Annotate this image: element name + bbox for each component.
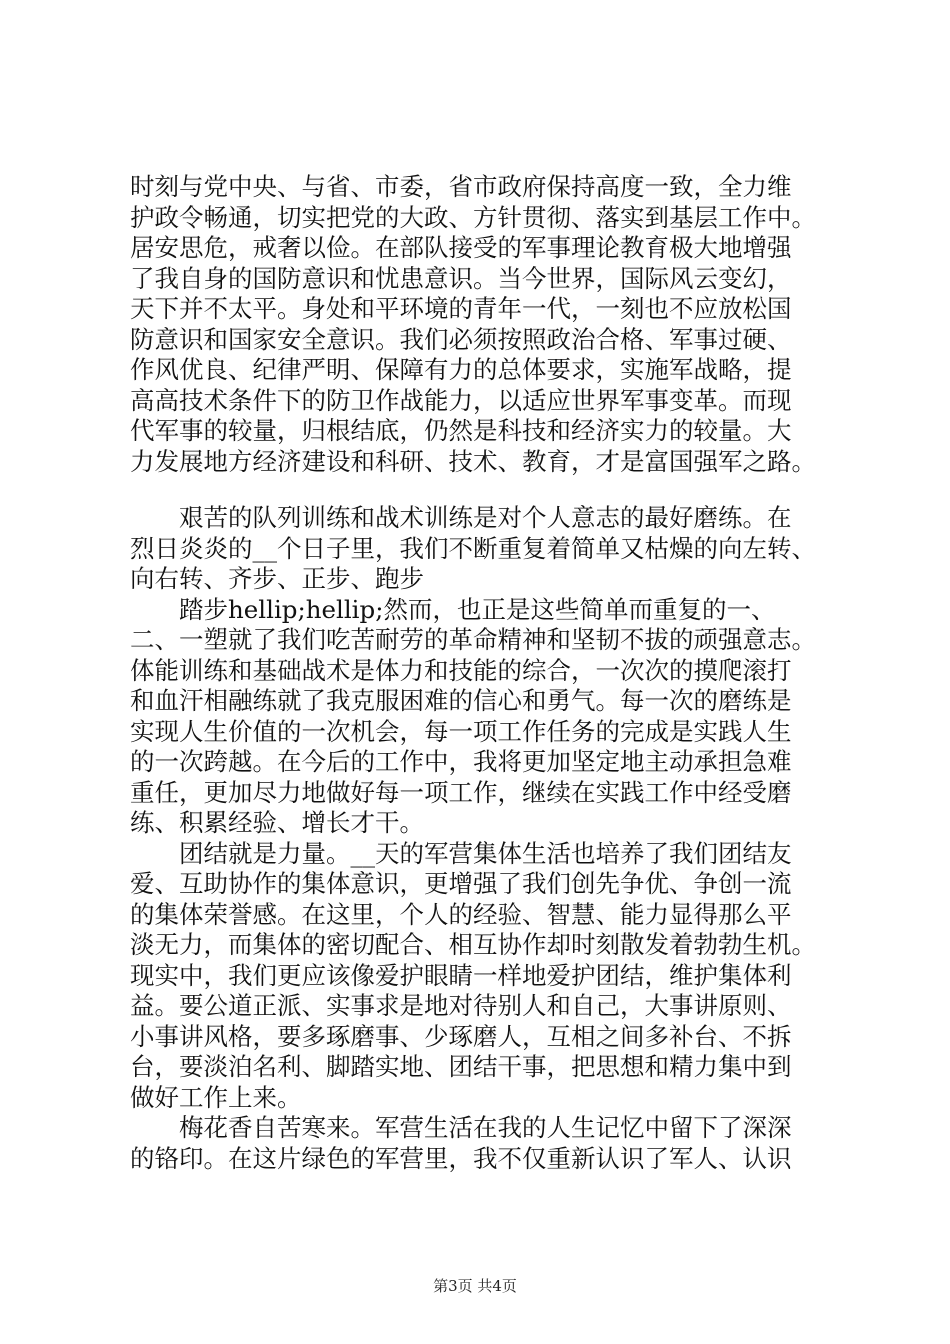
text-line: 了我自身的国防意识和忧患意识。当今世界，国际风云变幻， bbox=[130, 263, 792, 293]
text-line: 现实中，我们更应该像爱护眼睛一样地爱护团结，维护集体利 bbox=[130, 960, 792, 990]
text-line: 益。要公道正派、实事求是地对待别人和自己，大事讲原则、 bbox=[130, 991, 792, 1020]
text-line: 淡无力，而集体的密切配合、相互协作却时刻散发着勃勃生机。 bbox=[130, 930, 816, 959]
text-line: 力发展地方经济建设和科研、技术、教育，才是富国强军之路。 bbox=[130, 446, 816, 476]
text-line: 向右转、齐步、正步、跑步 bbox=[130, 564, 424, 593]
text-line: 作风优良、纪律严明、保障有力的总体要求，实施军战略，提 bbox=[130, 355, 792, 384]
text-line: 护政令畅通，切实把党的大政、方针贯彻、落实到基层工作中。 bbox=[130, 202, 816, 232]
text-line: 做好工作上来。 bbox=[130, 1082, 302, 1112]
text-line: 重任，更加尽力地做好每一项工作，继续在实践工作中经受磨 bbox=[130, 777, 792, 807]
text-line: 烈日炎炎的__个日子里，我们不断重复着简单又枯燥的向左转、 bbox=[130, 533, 816, 563]
text-line: 团结就是力量。__天的军营集体生活也培养了我们团结友 bbox=[130, 838, 792, 868]
paragraph-2 bbox=[130, 503, 830, 1174]
text-line: 居安思危，戒奢以俭。在部队接受的军事理论教育极大地增强 bbox=[130, 233, 792, 262]
paragraph-gap bbox=[130, 477, 830, 503]
text-line: 天下并不太平。身处和平环境的青年一代，一刻也不应放松国 bbox=[130, 294, 792, 323]
text-line: 梅花香自苦寒来。军营生活在我的人生记忆中留下了深深 bbox=[130, 1113, 792, 1142]
text-line: 代军事的较量，归根结底，仍然是科技和经济实力的较量。大 bbox=[130, 416, 792, 445]
text-line: 爱、互助协作的集体意识，更增强了我们创先争优、争创一流 bbox=[130, 869, 792, 898]
text-line: 时刻与党中央、与省、市委，省市政府保持高度一致，全力维 bbox=[130, 172, 792, 201]
text-line: 的集体荣誉感。在这里，个人的经验、智慧、能力显得那么平 bbox=[130, 899, 792, 929]
document-body bbox=[130, 172, 830, 1174]
text-line: 小事讲风格，要多琢磨事、少琢磨人，互相之间多补台、不拆 bbox=[130, 1021, 792, 1051]
text-line: 二、一塑就了我们吃苦耐劳的革命精神和坚韧不拔的顽强意志。 bbox=[130, 625, 816, 654]
text-line: 高高技术条件下的防卫作战能力，以适应世界军事变革。而现 bbox=[130, 385, 792, 415]
paragraph-1 bbox=[130, 172, 830, 477]
text-line: 实现人生价值的一次机会，每一项工作任务的完成是实践人生 bbox=[130, 716, 792, 746]
text-line: 台，要淡泊名利、脚踏实地、团结干事，把思想和精力集中到 bbox=[130, 1052, 792, 1081]
text-line: 踏步hellip;hellip;然而，也正是这些简单而重复的一、 bbox=[130, 594, 776, 624]
text-line: 的一次跨越。在今后的工作中，我将更加坚定地主动承担急难 bbox=[130, 747, 792, 776]
text-line: 练、积累经验、增长才干。 bbox=[130, 808, 424, 837]
page-number-footer: 第3页 共4页 bbox=[433, 1277, 517, 1295]
text-line: 体能训练和基础战术是体力和技能的综合，一次次的摸爬滚打 bbox=[130, 655, 792, 685]
text-line: 和血汗相融练就了我克服困难的信心和勇气。每一次的磨练是 bbox=[130, 686, 792, 715]
text-line: 的铬印。在这片绿色的军营里，我不仅重新认识了军人、认识 bbox=[130, 1143, 792, 1173]
text-line: 艰苦的队列训练和战术训练是对个人意志的最好磨练。在 bbox=[130, 503, 792, 532]
text-line: 防意识和国家安全意识。我们必须按照政治合格、军事过硬、 bbox=[130, 324, 792, 354]
